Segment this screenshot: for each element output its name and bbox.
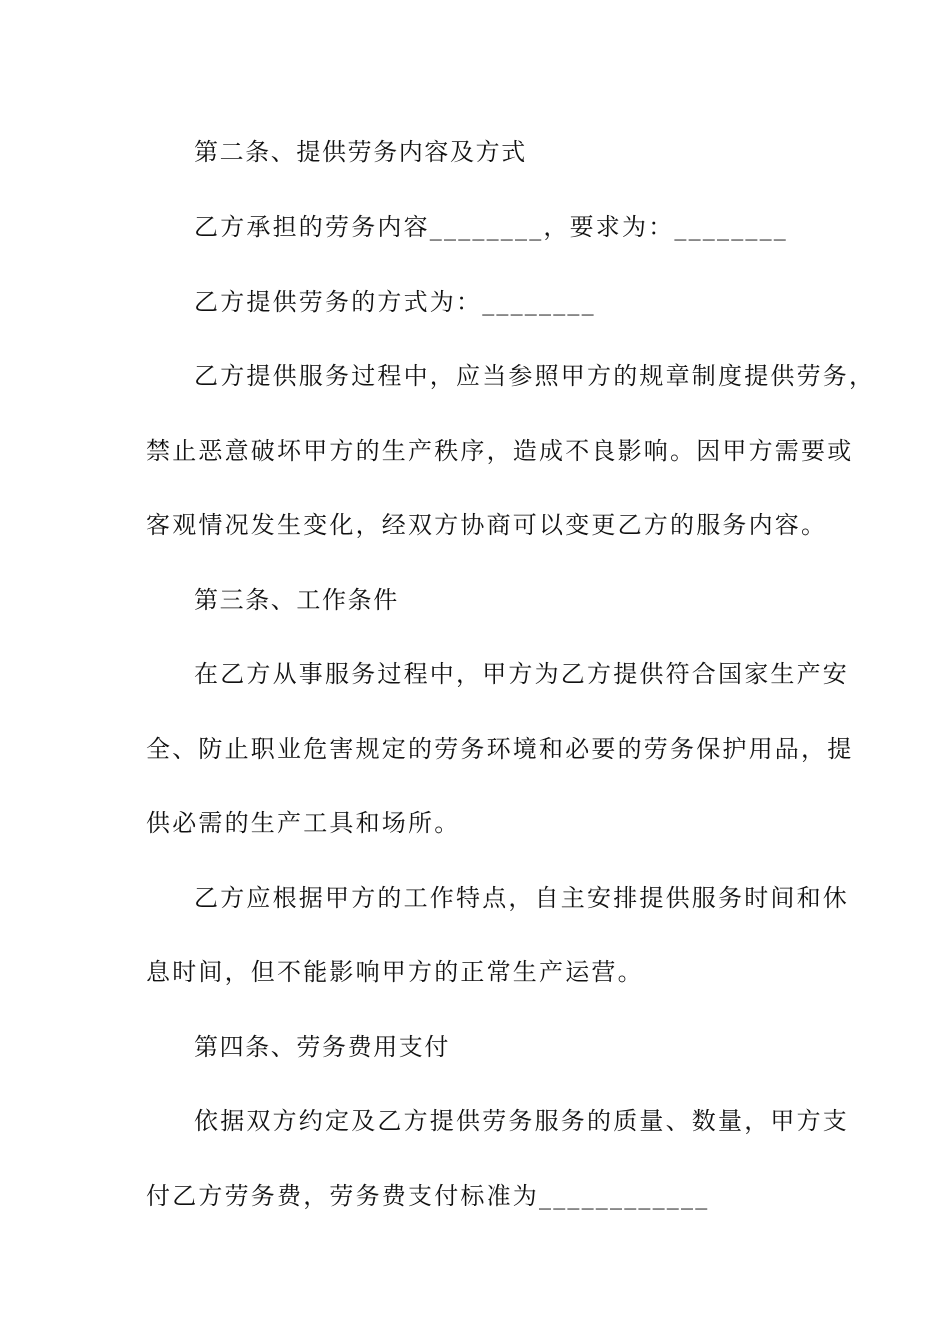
paragraph-line: 付乙方劳务费，劳务费支付标准为____________: [146, 1182, 710, 1210]
paragraph-line: 禁止恶意破坏甲方的生产秩序，造成不良影响。因甲方需要或: [146, 437, 854, 465]
paragraph-line: 乙方承担的劳务内容________，要求为：________: [194, 213, 788, 241]
paragraph-line: 在乙方从事服务过程中，甲方为乙方提供符合国家生产安: [194, 660, 849, 688]
paragraph-line: 供必需的生产工具和场所。: [146, 809, 461, 837]
paragraph-line: 乙方应根据甲方的工作特点，自主安排提供服务时间和休: [194, 884, 849, 912]
section-heading-article-3: 第三条、工作条件: [194, 586, 399, 614]
section-heading-article-4: 第四条、劳务费用支付: [194, 1033, 450, 1061]
section-heading-article-2: 第二条、提供劳务内容及方式: [194, 138, 527, 166]
paragraph-line: 乙方提供劳务的方式为：________: [194, 288, 596, 316]
paragraph-line: 全、防止职业危害规定的劳务环境和必要的劳务保护用品，提: [146, 735, 854, 763]
paragraph-line: 依据双方约定及乙方提供劳务服务的质量、数量，甲方支: [194, 1107, 849, 1135]
paragraph-line: 乙方提供服务过程中，应当参照甲方的规章制度提供劳务，: [194, 362, 876, 390]
paragraph-line: 息时间，但不能影响甲方的正常生产运营。: [146, 958, 644, 986]
paragraph-line: 客观情况发生变化，经双方协商可以变更乙方的服务内容。: [146, 511, 828, 539]
